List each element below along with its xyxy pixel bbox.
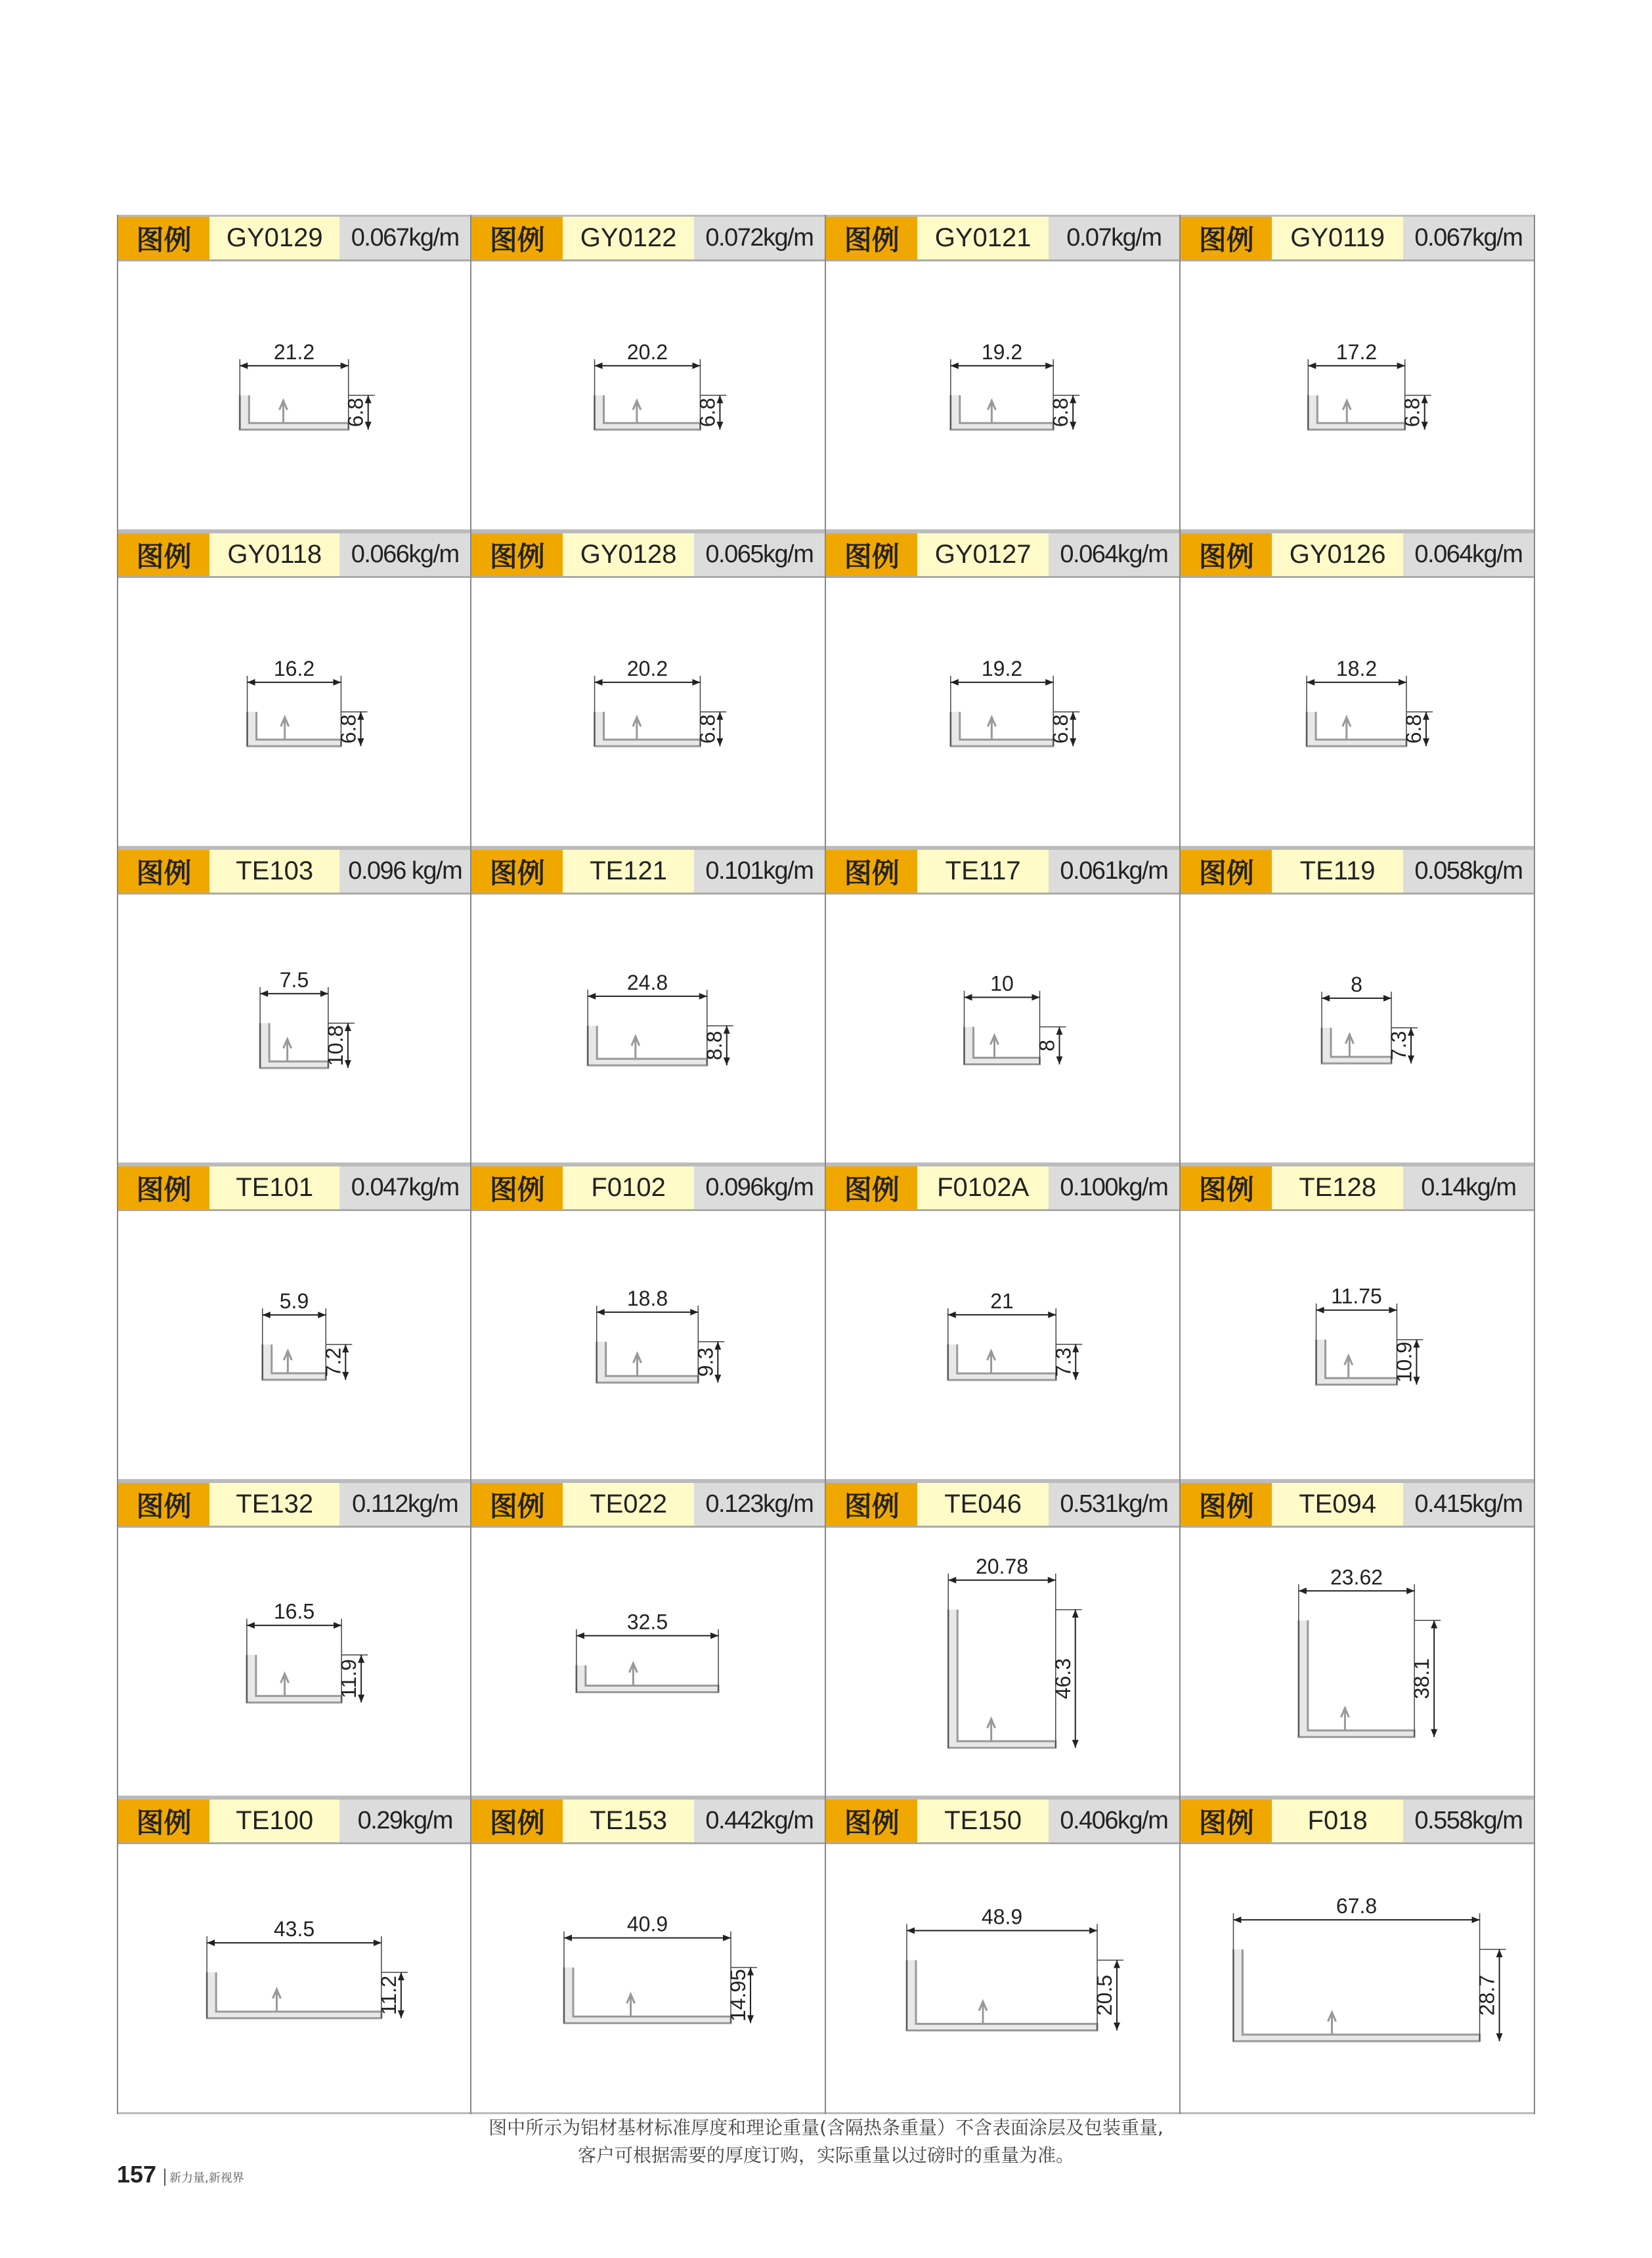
profile-code: TE121 <box>563 850 693 893</box>
profile-fin <box>991 1036 999 1058</box>
profile-code: TE153 <box>563 1800 693 1842</box>
profile-code: GY0128 <box>563 533 693 576</box>
profile-shape <box>948 1344 1056 1380</box>
profile-fin <box>988 1351 995 1373</box>
legend-label: 图例 <box>471 1800 563 1842</box>
legend-label: 图例 <box>826 1166 917 1209</box>
profile-code: TE094 <box>1272 1483 1402 1526</box>
profile-header <box>826 215 1179 261</box>
profile-code: TE022 <box>563 1483 693 1526</box>
legend-label: 图例 <box>118 850 209 893</box>
profile-shape <box>907 1960 1097 2031</box>
profile-cell <box>1181 848 1535 1164</box>
profile-drawing-area <box>471 261 825 531</box>
profile-fin <box>632 1036 640 1059</box>
profile-drawing <box>471 1211 823 1479</box>
profile-header <box>118 215 470 261</box>
profile-header <box>118 1481 470 1528</box>
profile-fin <box>284 1039 292 1061</box>
profile-drawing-area <box>826 1211 1179 1481</box>
width-dimension-label: 7.5 <box>279 967 309 992</box>
profile-code: TE100 <box>209 1800 340 1842</box>
profile-drawing <box>118 261 470 529</box>
profile-weight: 0.123kg/m <box>694 1483 825 1526</box>
profile-drawing-area <box>118 578 470 848</box>
profile-fin <box>1343 717 1351 740</box>
width-dimension-label: 19.2 <box>981 656 1023 680</box>
catalog-row <box>117 1164 1535 1481</box>
height-dimension-label: 6.8 <box>336 714 360 744</box>
profile-fin <box>629 1664 637 1686</box>
profile-fin <box>272 1989 280 2012</box>
profile-drawing <box>118 895 470 1162</box>
height-dimension-label: 46.3 <box>1051 1658 1075 1700</box>
profile-header <box>471 531 825 578</box>
profile-header <box>1181 531 1534 578</box>
height-dimension-label: 9.3 <box>693 1347 718 1377</box>
profile-header <box>1181 848 1534 895</box>
width-dimension-label: 32.5 <box>626 1610 668 1634</box>
legend-label: 图例 <box>826 850 917 893</box>
profile-drawing-area <box>826 1528 1179 1798</box>
profile-drawing-area <box>1181 1211 1534 1481</box>
page-tagline: 新力量,新视界 <box>164 2169 244 2186</box>
legend-label: 图例 <box>471 850 563 893</box>
profile-cell <box>826 215 1181 531</box>
profile-weight: 0.415kg/m <box>1403 1483 1534 1526</box>
width-dimension-label: 20.2 <box>626 340 668 364</box>
profile-drawing <box>1181 1211 1532 1479</box>
profile-drawing-area <box>1181 578 1534 848</box>
profile-weight: 0.065kg/m <box>694 533 825 576</box>
profile-cell <box>471 215 826 531</box>
profile-drawing <box>471 895 823 1162</box>
width-dimension-label: 20.2 <box>626 656 668 680</box>
profile-cell <box>826 848 1181 1164</box>
profile-cell <box>826 1481 1181 1798</box>
height-dimension-label: 6.8 <box>1401 714 1425 744</box>
profile-weight: 0.406kg/m <box>1049 1800 1179 1842</box>
profile-cell <box>117 1164 471 1481</box>
profile-drawing <box>118 1844 470 2112</box>
legend-label: 图例 <box>471 1483 563 1526</box>
width-dimension-label: 10 <box>990 971 1014 996</box>
legend-label: 图例 <box>1181 1166 1272 1209</box>
profile-drawing-area <box>1181 261 1534 531</box>
profile-drawing-area <box>118 261 470 531</box>
profile-code: TE103 <box>209 850 340 893</box>
legend-label: 图例 <box>118 1483 209 1526</box>
profile-weight: 0.07kg/m <box>1049 217 1179 259</box>
profile-code: TE119 <box>1272 850 1402 893</box>
profile-drawing-area <box>118 1844 470 2114</box>
profile-cell <box>117 848 471 1164</box>
profile-drawing <box>826 578 1178 846</box>
profile-drawing-area <box>826 1844 1179 2114</box>
profile-header <box>1181 215 1534 261</box>
width-dimension-label: 20.78 <box>975 1554 1029 1578</box>
width-dimension-label: 8 <box>1351 972 1362 996</box>
profile-drawing-area <box>471 1844 825 2114</box>
profile-shape <box>260 1023 328 1068</box>
width-dimension-label: 5.9 <box>279 1289 309 1314</box>
width-dimension-label: 40.9 <box>626 1912 668 1936</box>
profile-cell <box>826 1164 1181 1481</box>
profile-fin <box>1345 1356 1353 1378</box>
height-dimension-label: 6.8 <box>343 397 368 428</box>
profile-header <box>118 531 470 578</box>
profile-shape <box>248 712 341 746</box>
profile-header <box>118 1164 470 1211</box>
profile-code: TE117 <box>917 850 1048 893</box>
profile-weight: 0.096kg/m <box>694 1166 825 1209</box>
profile-drawing-area <box>826 895 1179 1164</box>
height-dimension-label: 7.3 <box>1051 1347 1076 1377</box>
height-dimension-label: 10.9 <box>1392 1341 1416 1383</box>
profile-weight: 0.29kg/m <box>339 1800 470 1842</box>
profile-drawing <box>826 1844 1178 2112</box>
profile-catalog-grid <box>117 215 1535 2114</box>
profile-fin <box>627 1994 635 2016</box>
profile-drawing <box>1181 895 1532 1162</box>
profile-drawing <box>826 895 1178 1162</box>
footer-note-line2: 客户可根据需要的厚度订购，实际重量以过磅时的重量为准。 <box>577 2144 1074 2166</box>
profile-weight: 0.442kg/m <box>694 1800 825 1842</box>
profile-shape <box>240 395 348 430</box>
profile-code: GY0127 <box>917 533 1048 576</box>
profile-shape <box>1322 1028 1391 1063</box>
profile-weight: 0.047kg/m <box>339 1166 470 1209</box>
profile-weight: 0.096 kg/m <box>339 850 470 893</box>
profile-fin <box>633 717 641 740</box>
profile-drawing <box>1181 261 1532 529</box>
profile-fin <box>988 717 995 740</box>
profile-code: GY0122 <box>563 217 693 259</box>
legend-label: 图例 <box>826 217 917 259</box>
profile-header <box>826 531 1179 578</box>
height-dimension-label: 8 <box>1035 1040 1059 1052</box>
profile-code: TE101 <box>209 1166 340 1209</box>
profile-header <box>118 1798 470 1844</box>
legend-label: 图例 <box>1181 1483 1272 1526</box>
profile-drawing <box>1181 1528 1532 1796</box>
profile-header <box>118 848 470 895</box>
width-dimension-label: 43.5 <box>273 1917 315 1941</box>
profile-fin <box>281 1673 289 1696</box>
profile-drawing <box>118 1528 470 1796</box>
profile-weight: 0.061kg/m <box>1049 850 1179 893</box>
height-dimension-label: 7.3 <box>1387 1030 1410 1061</box>
width-dimension-label: 18.2 <box>1336 656 1378 680</box>
profile-header <box>471 215 825 261</box>
profile-shape <box>564 1968 731 2024</box>
profile-shape <box>1308 395 1404 430</box>
height-dimension-label: 20.5 <box>1093 1974 1117 2016</box>
profile-cell <box>1181 1164 1535 1481</box>
profile-fin <box>1341 1708 1349 1731</box>
profile-drawing-area <box>471 1528 825 1798</box>
height-dimension-label: 38.1 <box>1410 1658 1434 1700</box>
footer-note-line1: 图中所示为铝材基材标准厚度和理论重量(含隔热条重量）不含表面涂层及包装重量, <box>489 2117 1163 2138</box>
profile-fin <box>1345 1034 1353 1057</box>
profile-fin <box>281 717 289 740</box>
width-dimension-label: 16.5 <box>273 1599 315 1624</box>
width-dimension-label: 11.75 <box>1331 1284 1382 1308</box>
profile-weight: 0.067kg/m <box>339 217 470 259</box>
profile-code: GY0129 <box>209 217 340 259</box>
profile-shape <box>951 712 1053 746</box>
height-dimension-label: 11.2 <box>376 1976 401 2015</box>
profile-code: TE132 <box>209 1483 340 1526</box>
profile-cell <box>117 531 471 848</box>
profile-fin <box>284 1351 292 1373</box>
profile-shape <box>576 1666 718 1693</box>
profile-drawing-area <box>471 895 825 1164</box>
profile-header <box>471 1481 825 1528</box>
width-dimension-label: 21 <box>990 1289 1014 1313</box>
height-dimension-label: 6.8 <box>695 397 720 428</box>
profile-header <box>471 1798 825 1844</box>
profile-drawing-area <box>826 578 1179 848</box>
profile-code: TE046 <box>917 1483 1048 1526</box>
catalog-row <box>117 531 1535 848</box>
profile-cell <box>1181 1481 1535 1798</box>
profile-cell <box>826 1798 1181 2114</box>
legend-label: 图例 <box>826 1483 917 1526</box>
profile-fin <box>988 1719 995 1741</box>
width-dimension-label: 23.62 <box>1330 1565 1383 1589</box>
profile-weight: 0.531kg/m <box>1049 1483 1179 1526</box>
profile-shape <box>965 1027 1040 1065</box>
profile-drawing-area <box>1181 1844 1534 2114</box>
legend-label: 图例 <box>118 1800 209 1842</box>
height-dimension-label: 6.8 <box>1049 714 1073 744</box>
profile-drawing-area <box>1181 1528 1534 1798</box>
height-dimension-label: 6.8 <box>1400 397 1424 428</box>
profile-fin <box>1328 2012 1336 2035</box>
profile-drawing-area <box>471 1211 825 1481</box>
profile-fin <box>279 401 287 423</box>
width-dimension-label: 17.2 <box>1336 340 1378 364</box>
profile-code: F018 <box>1272 1800 1402 1842</box>
profile-fin <box>1343 401 1351 423</box>
legend-label: 图例 <box>1181 217 1272 259</box>
width-dimension-label: 24.8 <box>626 970 668 994</box>
legend-label: 图例 <box>118 217 209 259</box>
legend-label: 图例 <box>118 533 209 576</box>
profile-code: TE128 <box>1272 1166 1402 1209</box>
height-dimension-label: 8.8 <box>702 1030 726 1061</box>
profile-shape <box>595 712 701 746</box>
width-dimension-label: 19.2 <box>981 340 1023 364</box>
profile-cell <box>1181 215 1535 531</box>
profile-drawing <box>471 1528 823 1796</box>
legend-label: 图例 <box>1181 1800 1272 1842</box>
profile-shape <box>263 1344 326 1380</box>
profile-drawing-area <box>118 1528 470 1798</box>
profile-code: GY0126 <box>1272 533 1402 576</box>
profile-drawing <box>826 1211 1178 1479</box>
profile-header <box>471 1164 825 1211</box>
catalog-row <box>117 215 1535 531</box>
width-dimension-label: 18.8 <box>626 1286 668 1310</box>
profile-cell <box>117 1798 471 2114</box>
profile-code: F0102A <box>917 1166 1048 1209</box>
profile-drawing <box>826 1528 1178 1796</box>
profile-drawing <box>471 578 823 846</box>
profile-header <box>826 1164 1179 1211</box>
profile-header <box>826 848 1179 895</box>
profile-header <box>471 848 825 895</box>
legend-label: 图例 <box>826 1800 917 1842</box>
profile-header <box>1181 1164 1534 1211</box>
page-number: 157 <box>117 2161 157 2188</box>
profile-weight: 0.064kg/m <box>1403 533 1534 576</box>
profile-shape <box>1299 1620 1414 1737</box>
profile-drawing-area <box>826 261 1179 531</box>
profile-drawing <box>1181 1844 1532 2112</box>
profile-code: TE150 <box>917 1800 1048 1842</box>
height-dimension-label: 28.7 <box>1475 1974 1499 2016</box>
profile-header <box>1181 1481 1534 1528</box>
profile-header <box>826 1798 1179 1844</box>
height-dimension-label: 6.8 <box>1049 397 1073 428</box>
profile-cell <box>117 1481 471 1798</box>
catalog-row <box>117 1798 1535 2114</box>
profile-drawing <box>118 1211 470 1479</box>
height-dimension-label: 7.2 <box>321 1347 345 1377</box>
profile-drawing <box>118 578 470 846</box>
height-dimension-label: 11.9 <box>337 1659 361 1698</box>
profile-header <box>826 1481 1179 1528</box>
profile-weight: 0.067kg/m <box>1403 217 1534 259</box>
profile-weight: 0.072kg/m <box>694 217 825 259</box>
profile-drawing-area <box>1181 895 1534 1164</box>
profile-shape <box>597 1342 699 1383</box>
profile-code: GY0121 <box>917 217 1048 259</box>
profile-fin <box>979 2002 987 2024</box>
height-dimension-label: 14.95 <box>726 1968 750 2022</box>
profile-fin <box>988 401 995 423</box>
profile-drawing <box>471 1844 823 2112</box>
profile-drawing-area <box>471 578 825 848</box>
profile-cell <box>1181 531 1535 848</box>
profile-drawing-area <box>118 1211 470 1481</box>
profile-cell <box>1181 1798 1535 2114</box>
profile-drawing <box>1181 578 1532 846</box>
legend-label: 图例 <box>118 1166 209 1209</box>
profile-shape <box>948 1610 1056 1748</box>
profile-cell <box>471 848 826 1164</box>
width-dimension-label: 67.8 <box>1336 1894 1378 1918</box>
profile-shape <box>1307 712 1406 746</box>
profile-shape <box>247 1655 341 1703</box>
profile-code: GY0119 <box>1272 217 1402 259</box>
profile-weight: 0.101kg/m <box>694 850 825 893</box>
profile-cell <box>826 531 1181 848</box>
profile-weight: 0.066kg/m <box>339 533 470 576</box>
profile-fin <box>634 1354 641 1376</box>
profile-code: F0102 <box>563 1166 693 1209</box>
profile-cell <box>471 1164 826 1481</box>
profile-shape <box>207 1972 381 2018</box>
profile-drawing-area <box>118 895 470 1164</box>
height-dimension-label: 10.8 <box>323 1025 347 1067</box>
legend-label: 图例 <box>471 1166 563 1209</box>
profile-weight: 0.058kg/m <box>1403 850 1534 893</box>
legend-label: 图例 <box>1181 533 1272 576</box>
profile-shape <box>588 1026 707 1065</box>
profile-drawing <box>826 261 1178 529</box>
profile-weight: 0.112kg/m <box>339 1483 470 1526</box>
profile-fin <box>633 401 641 423</box>
profile-shape <box>1233 1949 1479 2041</box>
profile-shape <box>951 395 1053 430</box>
profile-weight: 0.14kg/m <box>1403 1166 1534 1209</box>
profile-cell <box>471 531 826 848</box>
profile-header <box>1181 1798 1534 1844</box>
profile-code: GY0118 <box>209 533 340 576</box>
profile-drawing <box>471 261 823 529</box>
width-dimension-label: 48.9 <box>981 1905 1023 1929</box>
catalog-row <box>117 1481 1535 1798</box>
profile-weight: 0.558kg/m <box>1403 1800 1534 1842</box>
profile-weight: 0.064kg/m <box>1049 533 1179 576</box>
profile-cell <box>471 1481 826 1798</box>
width-dimension-label: 16.2 <box>273 656 315 680</box>
profile-cell <box>471 1798 826 2114</box>
legend-label: 图例 <box>826 533 917 576</box>
profile-shape <box>1316 1340 1397 1385</box>
width-dimension-label: 21.2 <box>273 340 315 364</box>
legend-label: 图例 <box>471 533 563 576</box>
catalog-row <box>117 848 1535 1164</box>
height-dimension-label: 6.8 <box>695 714 720 744</box>
legend-label: 图例 <box>1181 850 1272 893</box>
profile-cell <box>117 215 471 531</box>
profile-shape <box>595 395 701 430</box>
profile-weight: 0.100kg/m <box>1049 1166 1179 1209</box>
legend-label: 图例 <box>471 217 563 259</box>
